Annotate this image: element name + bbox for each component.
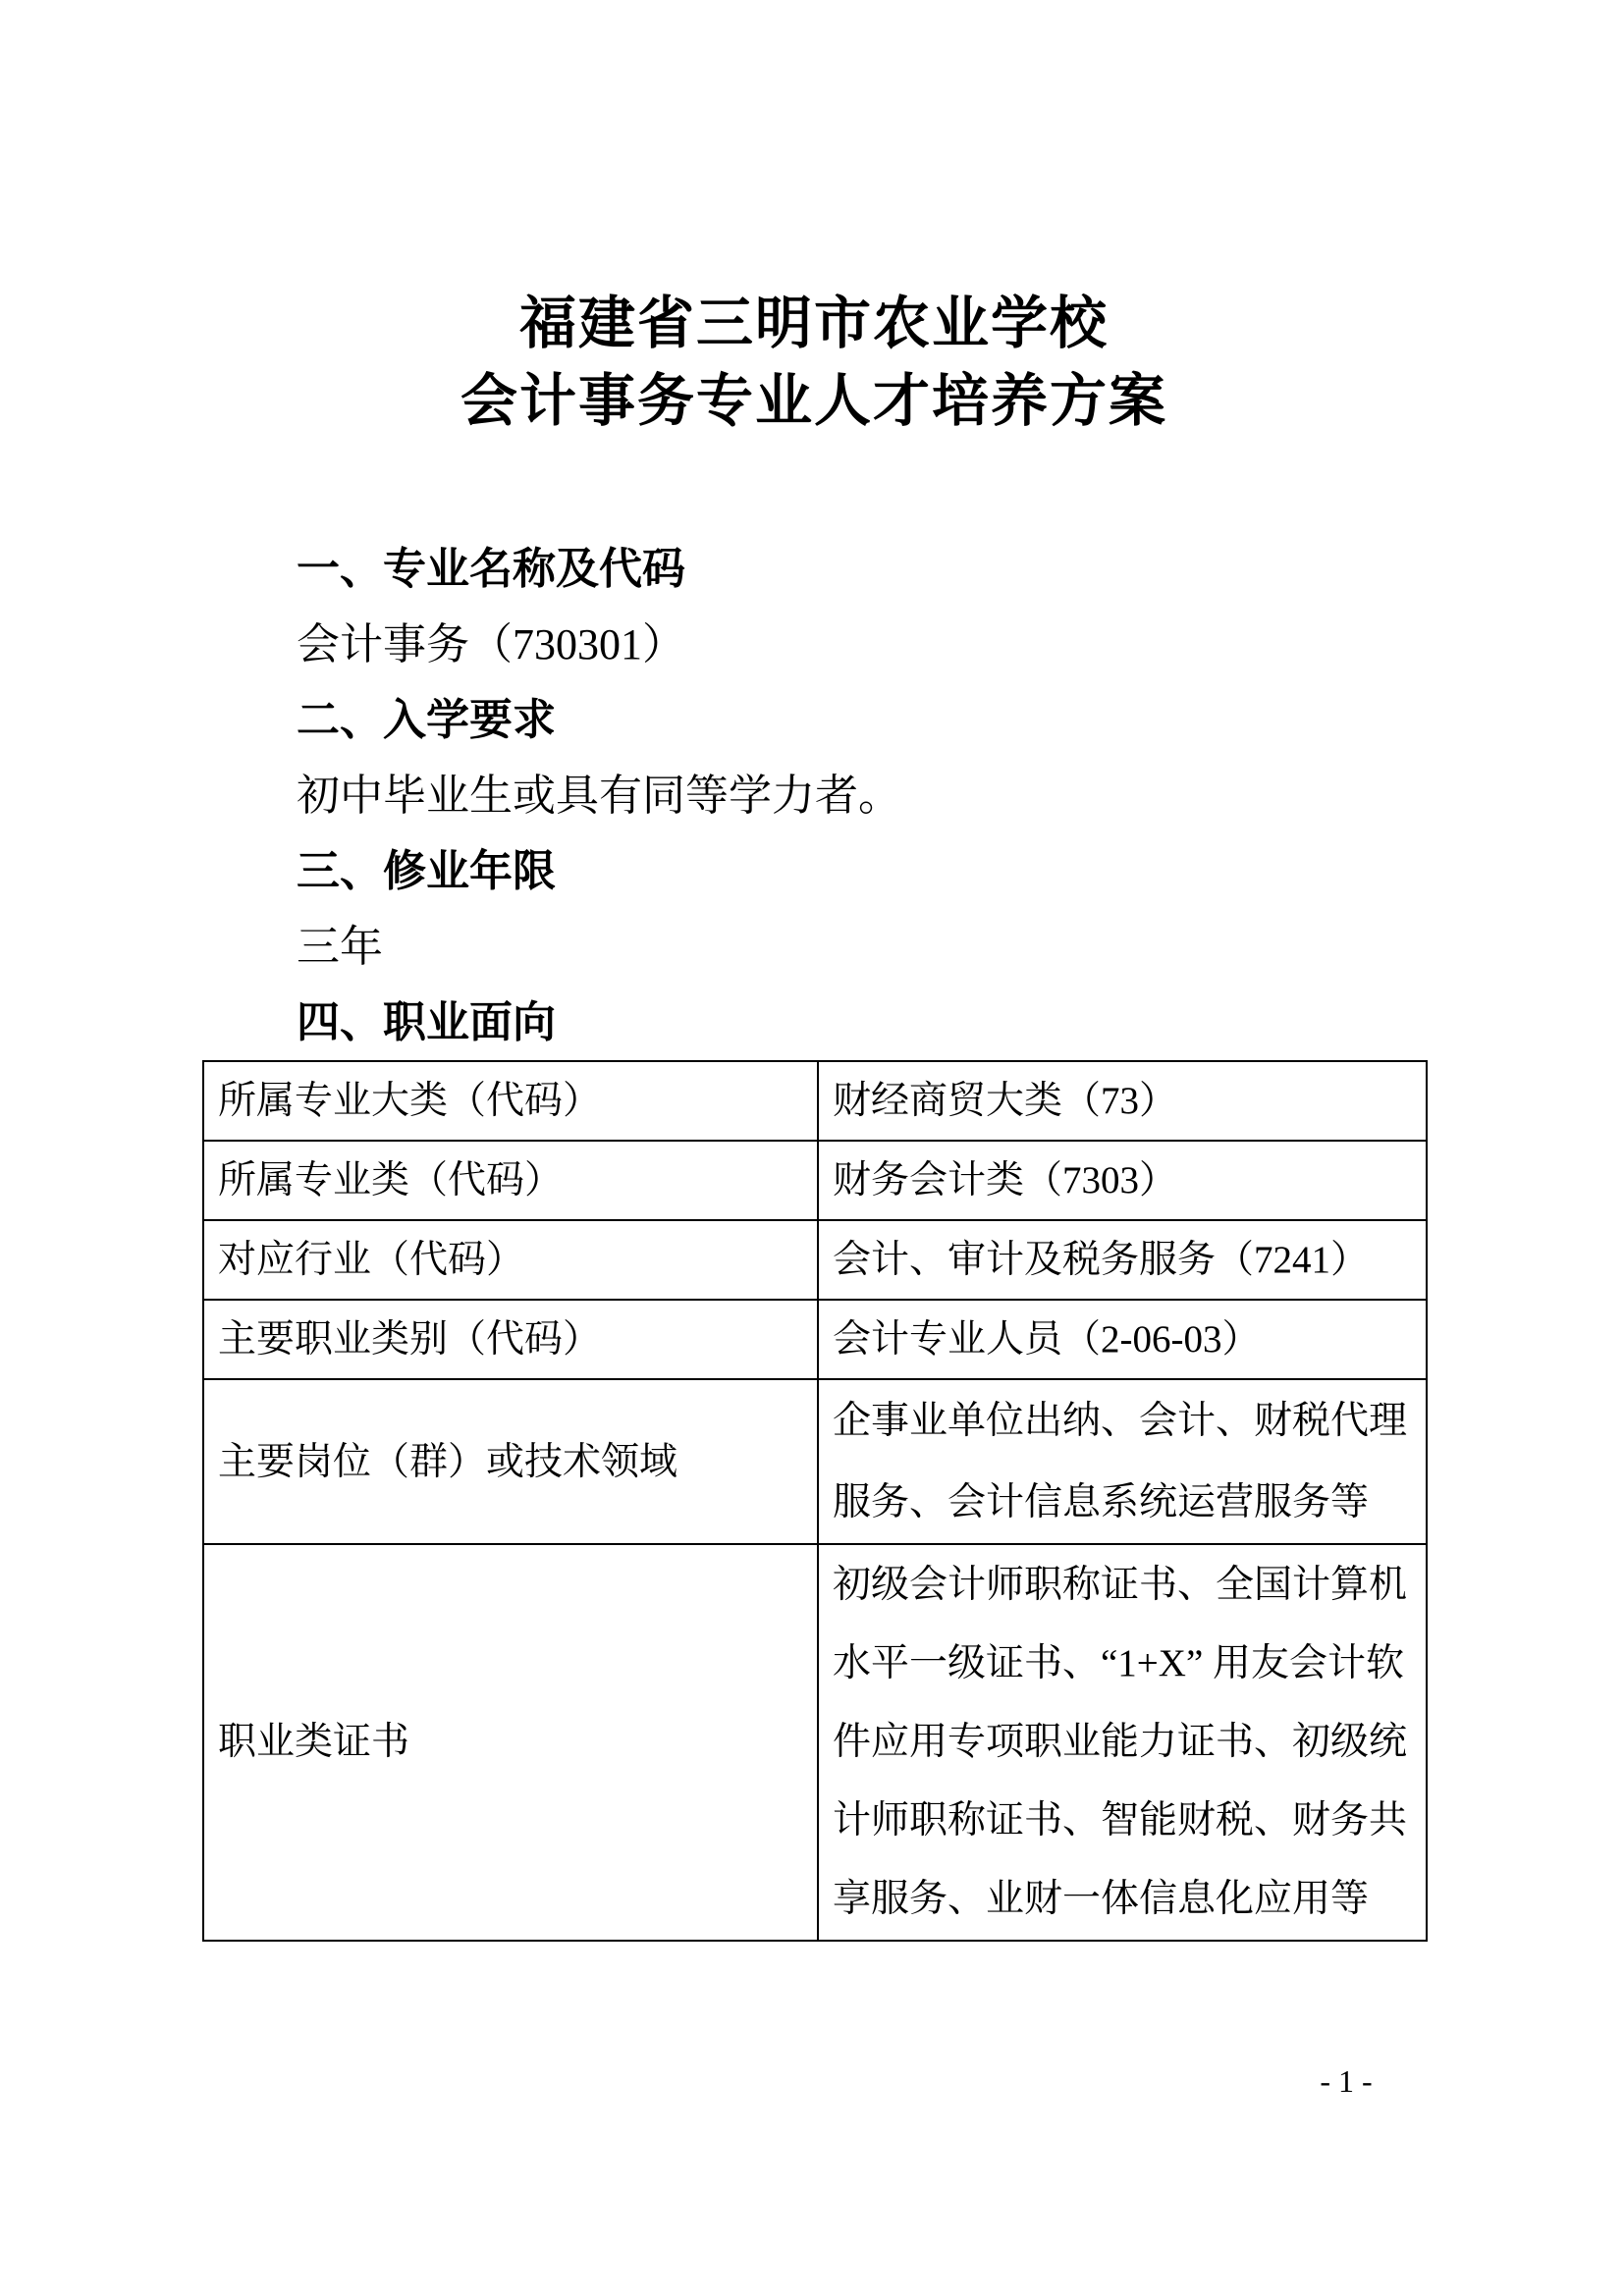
table-row-main-posts <box>203 1379 1427 1544</box>
table-cell-value: 初级会计师职称证书、全国计算机水平一级证书、“1+X” 用友会计软件应用专项职业能力证书、初级统计师职称证书、智能财税、财务共享服务、业财一体信息化应用等 <box>818 1544 1427 1941</box>
section-1-heading: 一、专业名称及代码 <box>297 545 685 593</box>
table-cell-label: 主要岗位（群）或技术领域 <box>203 1379 818 1544</box>
career-orientation-table <box>202 1060 1428 1942</box>
table-cell-label: 主要职业类别（代码） <box>203 1300 818 1379</box>
table-cell-label: 所属专业大类（代码） <box>203 1061 818 1141</box>
table-row-certificates <box>203 1544 1427 1941</box>
sections <box>202 531 1426 1060</box>
table-cell-value: 财务会计类（7303） <box>818 1141 1427 1220</box>
section-3-heading: 三、修业年限 <box>297 847 556 895</box>
section-2-body: 初中毕业生或具有同等学力者。 <box>297 772 901 820</box>
document-title-line-2: 会计事务专业人才培养方案 <box>460 369 1167 433</box>
section-4-heading: 四、职业面向 <box>297 998 556 1046</box>
document-content <box>202 0 1426 1942</box>
table-cell-label: 所属专业类（代码） <box>203 1141 818 1220</box>
table-row-occupation-class <box>203 1300 1427 1379</box>
table-cell-label: 职业类证书 <box>203 1544 818 1941</box>
table-row-category <box>203 1141 1427 1220</box>
table-row-major-category <box>203 1061 1427 1141</box>
page-number: - 1 - <box>1320 2063 1373 2099</box>
section-2-heading: 二、入学要求 <box>297 696 556 744</box>
table-row-industry <box>203 1220 1427 1300</box>
table-cell-value: 会计专业人员（2-06-03） <box>818 1300 1427 1379</box>
section-1-body: 会计事务（730301） <box>297 620 685 668</box>
table-cell-value: 财经商贸大类（73） <box>818 1061 1427 1141</box>
table-cell-label: 对应行业（代码） <box>203 1220 818 1300</box>
document-title <box>202 285 1426 440</box>
document-title-line-1: 福建省三明市农业学校 <box>518 292 1109 355</box>
table-cell-value: 企事业单位出纳、会计、财税代理服务、会计信息系统运营服务等 <box>818 1379 1427 1544</box>
table-cell-value: 会计、审计及税务服务（7241） <box>818 1220 1427 1300</box>
section-3-body: 三年 <box>297 923 383 971</box>
